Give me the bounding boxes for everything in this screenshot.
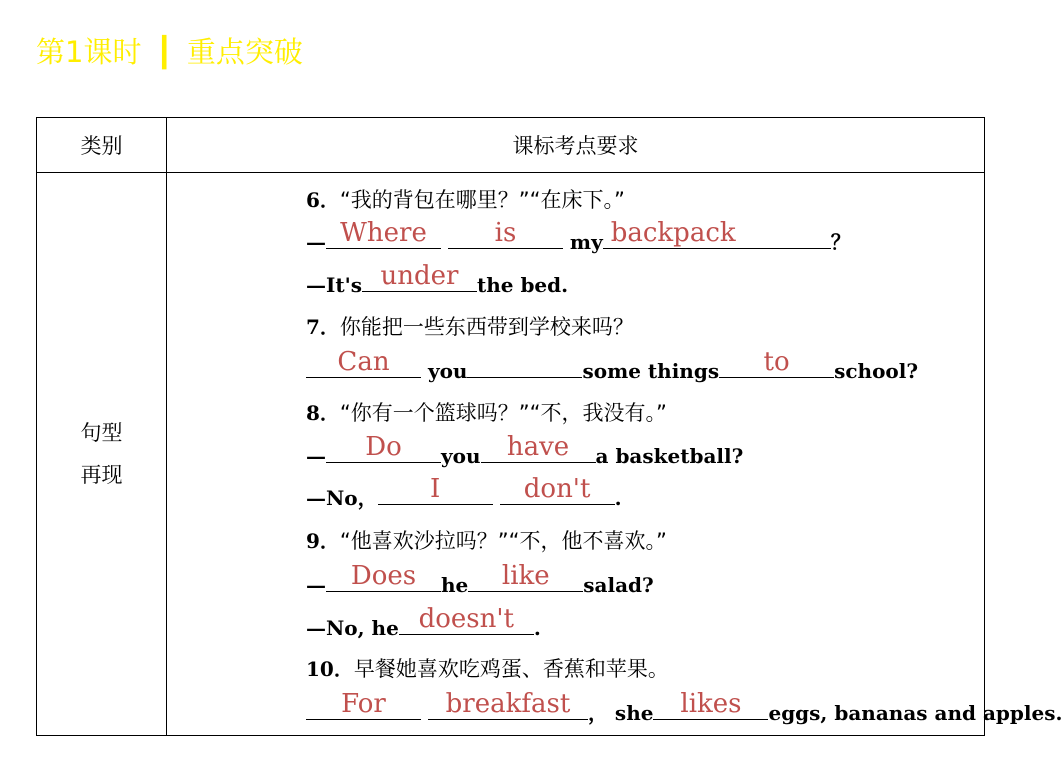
q8-number: 8．: [306, 400, 340, 425]
q9-line2: [306, 603, 541, 641]
answer-blank: [306, 346, 421, 378]
category-header: 类别: [37, 118, 167, 173]
dash: —: [306, 443, 326, 468]
answer-text: to: [763, 346, 790, 377]
static-text: —It's: [306, 272, 362, 297]
static-text: my: [562, 229, 603, 254]
static-text: —No, he: [306, 615, 399, 640]
lesson-label: 第1课时: [36, 35, 142, 69]
static-text: he: [441, 572, 469, 597]
answer-blank: [378, 473, 493, 505]
static-text: eggs, bananas and apples.: [768, 700, 1062, 725]
q10-prompt-text: 早餐她喜欢吃鸡蛋、香蕉和苹果。: [353, 656, 669, 681]
static-text: you: [441, 443, 481, 468]
static-text: —No，: [306, 485, 378, 510]
q6-number: 6．: [306, 187, 340, 212]
answer-text: Do: [365, 431, 402, 462]
q8-line2: [306, 473, 622, 511]
answer-blank: [481, 431, 596, 463]
static-text: some things: [582, 358, 720, 383]
answer-text: I: [429, 473, 441, 504]
answer-blank: [448, 217, 563, 249]
static-text: salad?: [583, 572, 654, 597]
answer-text: Can: [337, 346, 390, 377]
table-row: [37, 173, 985, 736]
q10-number: 10．: [306, 656, 354, 681]
answer-blank: [467, 359, 582, 378]
answer-text: doesn't: [418, 603, 514, 634]
requirement-cell: [167, 173, 1062, 736]
answer-text: likes: [680, 688, 742, 719]
q6-prompt-text: “我的背包在哪里？”“在床下。”: [339, 187, 625, 212]
q9-prompt-text: “他喜欢沙拉吗？”“不，他不喜欢。”: [339, 528, 667, 553]
answer-blank: [306, 688, 421, 720]
dash: —: [306, 572, 326, 597]
static-text: the bed.: [476, 272, 569, 297]
static-text: .: [614, 485, 622, 510]
answer-text: have: [506, 431, 570, 462]
requirements-table: [36, 117, 1062, 736]
q7-prompt: [306, 314, 634, 340]
requirement-header: 课标考点要求: [167, 118, 985, 173]
answer-blank: [603, 217, 831, 249]
answer-text: breakfast: [445, 688, 571, 719]
q9-number: 9．: [306, 528, 340, 553]
answer-blank: [326, 431, 441, 463]
answer-blank: [399, 603, 534, 635]
q9-line1: [306, 560, 654, 598]
answer-text: like: [501, 560, 550, 591]
dash: —: [306, 229, 326, 254]
static-text: you: [421, 358, 468, 383]
answer-text: Where: [340, 217, 427, 248]
answer-text: For: [341, 688, 386, 719]
answer-text: Does: [350, 560, 417, 591]
q6-line2: [306, 260, 569, 298]
answer-blank: [719, 346, 834, 378]
answer-blank: [500, 473, 615, 505]
static-text: ， she: [587, 700, 654, 725]
answer-text: under: [380, 260, 459, 291]
slide-header: [36, 30, 303, 71]
category-line: 再现: [80, 463, 123, 487]
static-text: ？: [830, 229, 851, 254]
category-cell: [37, 173, 167, 736]
answer-blank: [468, 560, 583, 592]
q10-line1: [306, 688, 1062, 726]
q8-line1: [306, 431, 744, 469]
static-text: school?: [834, 358, 919, 383]
q7-line1: [306, 346, 919, 384]
table-header-row: [37, 118, 985, 173]
q9-prompt: [306, 528, 667, 554]
section-title: 重点突破: [186, 35, 303, 69]
q8-prompt: [306, 400, 667, 426]
static-text: .: [533, 615, 541, 640]
answer-text: don't: [523, 473, 591, 504]
answer-text: is: [494, 217, 517, 248]
answer-blank: [326, 560, 441, 592]
q6-prompt: [306, 187, 625, 213]
q8-prompt-text: “你有一个篮球吗？”“不，我没有。”: [339, 400, 667, 425]
answer-blank: [653, 688, 768, 720]
header-separator: ┃: [155, 35, 173, 69]
answer-blank: [326, 217, 441, 249]
q7-prompt-text: 你能把一些东西带到学校来吗？: [339, 314, 634, 339]
answer-blank: [362, 260, 477, 292]
q6-line1: [306, 217, 851, 255]
q10-prompt: [306, 656, 669, 682]
category-line: 句型: [80, 421, 123, 445]
q7-number: 7．: [306, 314, 340, 339]
answer-blank: [428, 688, 588, 720]
static-text: a basketball?: [595, 443, 744, 468]
answer-text: backpack: [610, 217, 736, 248]
